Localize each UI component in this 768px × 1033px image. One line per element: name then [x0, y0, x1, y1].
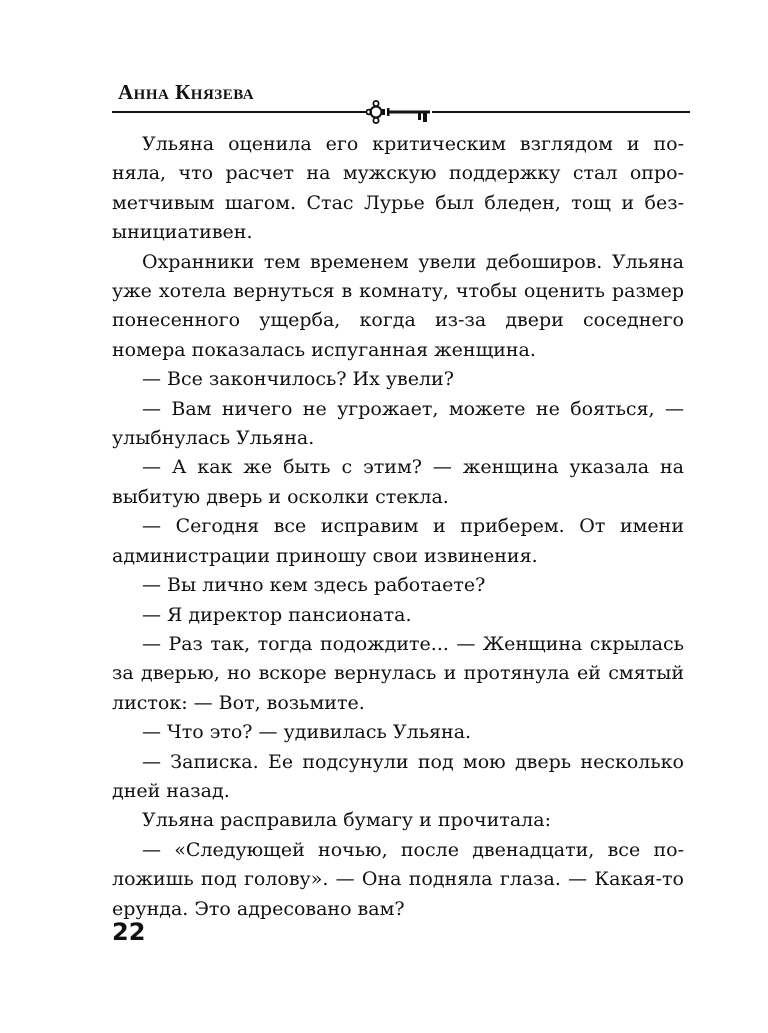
paragraph: Ульяна расправила бумагу и прочитала:	[142, 809, 551, 832]
paragraph: Охранники тем временем увели дебоширов. Ульяна уже хотела вернуться в комнату, чтобы оценить размер понесенного ущерба, когда из-за двери соседнего номера показалась испуганная женщина.	[112, 250, 684, 361]
paragraph: — Вы лично кем здесь работаете?	[142, 574, 486, 597]
body-text	[112, 130, 684, 924]
paragraph: — «Следующей ночью, после двенадцати, все положишь под голову». — Она подняла глаза. — Какая-то ерунда. Это адресовано вам?	[112, 838, 684, 920]
paragraph: — Вам ничего не угрожает, можете не бояться, — улыбнулась Ульяна.	[112, 397, 684, 450]
paragraph: — Записка. Ее подсунули под мою дверь несколько дней назад.	[112, 750, 684, 802]
paragraph: — А как же быть с этим? — женщина указала на выбитую дверь и осколки стекла.	[112, 456, 684, 508]
page-number: 22	[112, 918, 146, 946]
paragraph: Ульяна оценила его критическим взглядом и поняла, что расчет на мужскую поддержку стал опрометчивым шагом. Стас Лурье был бледен, тощ и безынициативен.	[112, 133, 684, 244]
paragraph: — Я директор пансионата.	[142, 603, 412, 626]
paragraph: — Все закончилось? Их увели?	[142, 368, 454, 391]
running-header	[112, 80, 690, 120]
paragraph: — Раз так, тогда подождите... — Женщина скрылась за дверью, но вскоре вернулась и протянула ей смятый листок: — Вот, возьмите.	[112, 632, 684, 714]
paragraph: — Что это? — удивилась Ульяна.	[142, 721, 472, 744]
paragraph: — Сегодня все исправим и приберем. От имени администрации приношу свои извинения.	[112, 515, 684, 567]
author-name: Анна Князева	[118, 80, 255, 104]
key-icon	[366, 97, 432, 127]
